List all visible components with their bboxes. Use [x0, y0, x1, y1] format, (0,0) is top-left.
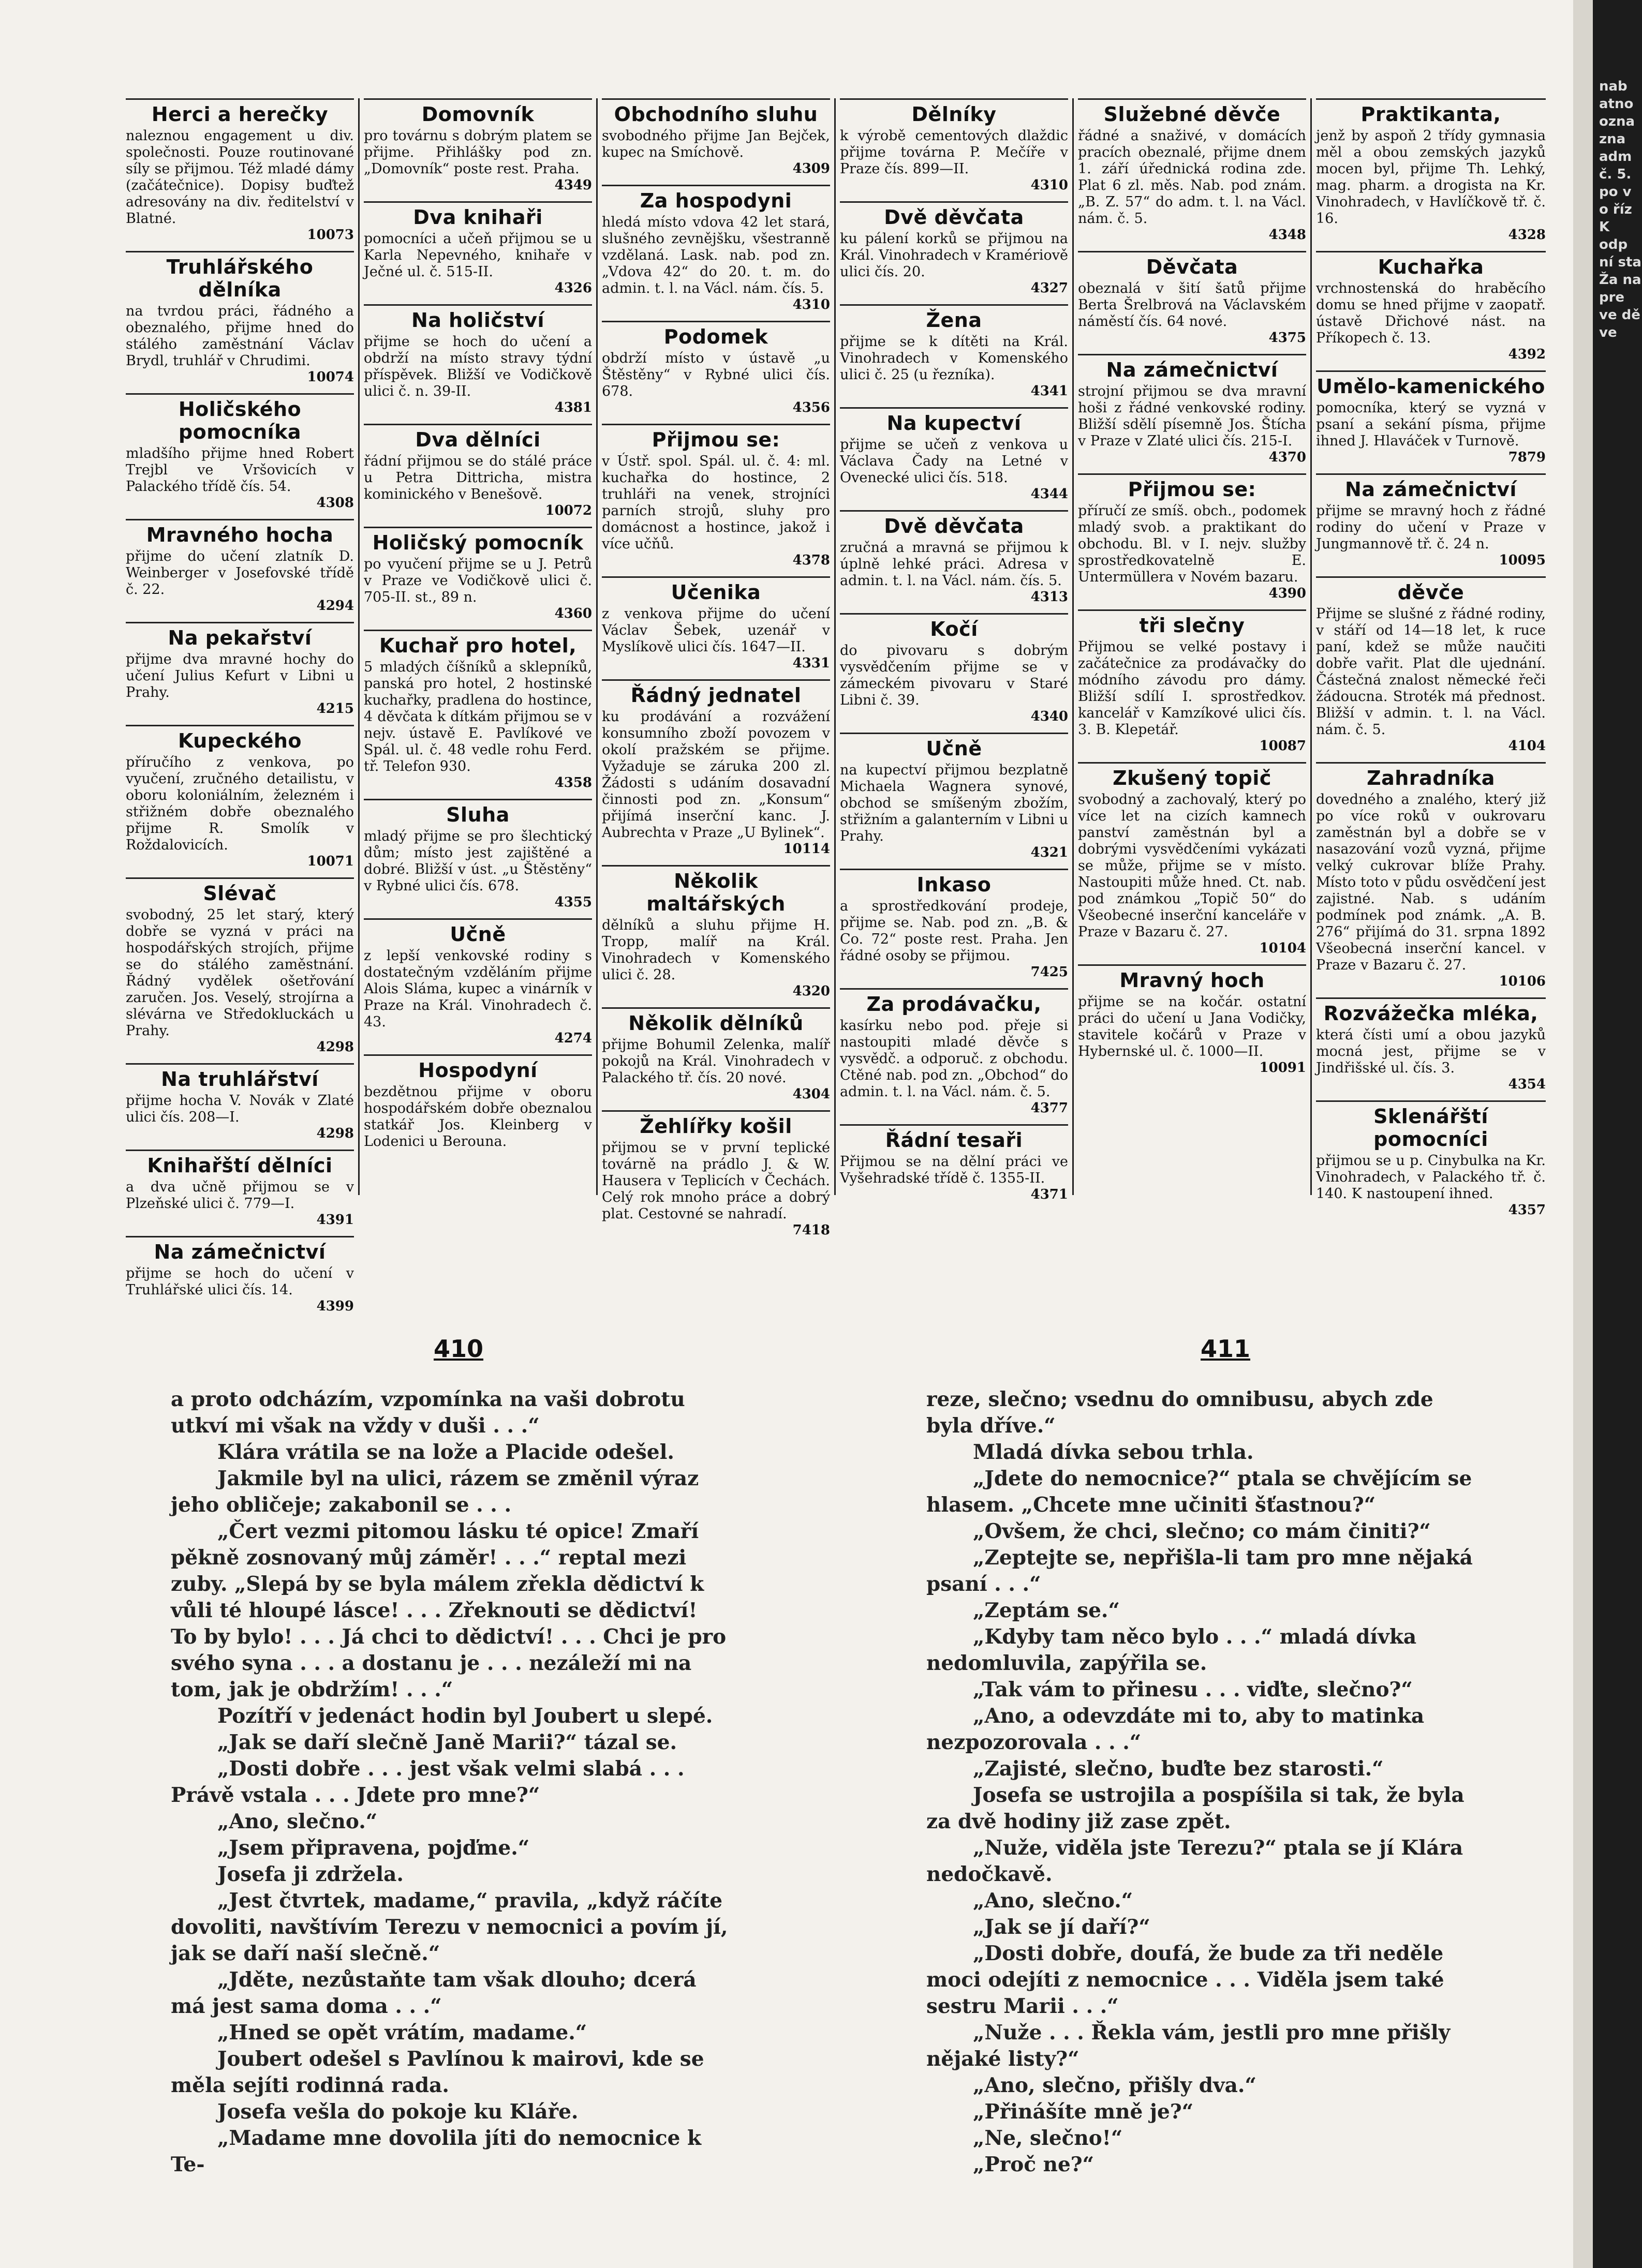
classified-ad — [364, 527, 592, 621]
ad-text: svobodného přijme Jan Bejček, kupec na Smíchově. — [602, 128, 830, 160]
ad-heading: Obchodního sluhu — [602, 98, 830, 126]
ad-text: svobodný a zachovalý, který po více let na cizích kamnech panství zaměstnán byl a dobrými vysvědčeními vykázati se může, přijme se v místo. Nastoupiti může hned. Ct. nab. pod známkou „Topič 50“ do Všeobecné inserční kanceláře v Praze v Bazaru č. 27. — [1078, 792, 1306, 940]
ad-number: 4392 — [1508, 347, 1546, 362]
ad-heading: Podomek — [602, 321, 830, 348]
ad-heading: Inkaso — [840, 869, 1068, 896]
ad-number: 4377 — [1030, 1100, 1068, 1116]
ad-number: 10095 — [1499, 553, 1546, 568]
ad-heading: Za hospodyni — [602, 185, 830, 212]
ad-number: 10106 — [1499, 974, 1546, 989]
ad-number: 4349 — [554, 177, 592, 193]
ad-heading: Dělníky — [840, 98, 1068, 126]
ad-text: přijme do učení zlatník D. Weinberger v Josefovské třídě č. 22. — [126, 548, 354, 598]
classified-ad — [840, 304, 1068, 399]
classified-ad — [126, 1236, 354, 1314]
story-paragraph: „Hned se opět vrátím, madame.“ — [217, 2021, 587, 2045]
classified-ad — [840, 988, 1068, 1116]
ad-heading: Na zámečnictví — [1316, 473, 1546, 501]
story-paragraph: „Zeptejte se, nepřišla-li tam pro mne nějaká psaní . . .“ — [926, 1546, 1473, 1596]
story-paragraph: „Ano, slečno.“ — [217, 1810, 378, 1833]
ad-text: přijme se učeň z venkova u Václava Čady na Letné v Ovenecké ulici čís. 518. — [840, 437, 1068, 486]
ad-heading: Kupeckého — [126, 725, 354, 752]
classified-ads — [122, 98, 1555, 1314]
ad-number: 10087 — [1259, 738, 1306, 754]
ad-number: 4358 — [554, 775, 592, 790]
story-paragraph: „Nuže . . . Řekla vám, jestli pro mne přišly nějaké listy?“ — [926, 2021, 1451, 2071]
ad-text: pro továrnu s dobrým platem se přijme. Přihlášky pod zn. „Domovník“ poste rest. Praha. — [364, 128, 592, 177]
ad-text: obdrží místo v ústavě „u Štěstěny“ v Rybné ulici čís. 678. — [602, 350, 830, 399]
ad-heading: Přijmou se: — [1078, 473, 1306, 501]
classified-ad — [840, 510, 1068, 605]
classified-ad — [364, 630, 592, 790]
ad-heading: Několik dělníků — [602, 1007, 830, 1035]
ad-text: pomocníci a učeň přijmou se u Karla Nepevného, knihaře v Ječné ul. č. 515-II. — [364, 231, 592, 280]
ad-number: 4381 — [554, 400, 592, 415]
ad-text: přijmou se v první teplické továrně na prádlo J. & W. Hausera v Teplicích v Čechách. Celý rok mnoho práce a dobrý plat. Cestovné se nahradí. — [602, 1140, 830, 1222]
classified-ad — [126, 98, 354, 243]
ad-column-4 — [836, 98, 1074, 1202]
ad-number: 10073 — [307, 227, 354, 243]
ad-text: svobodný, 25 let starý, který dobře se vyzná v práci na hospodářských strojích, přijme se do stálého zaměstnání. Řádný vydělek ošetřování zaručen. Jos. Veselý, strojírna a slévárna ve Středokluckách u Prahy. — [126, 907, 354, 1039]
ad-heading: Zahradníka — [1316, 762, 1546, 789]
ad-text: přijmou se u p. Cinybulka na Kr. Vinohradech, v Palackého tř. č. 140. K nastoupení ihned. — [1316, 1153, 1546, 1202]
ad-heading: Na pekařství — [126, 622, 354, 649]
ad-number: 4344 — [1030, 486, 1068, 502]
ad-number: 4357 — [1508, 1202, 1546, 1218]
ad-column-6 — [1312, 98, 1550, 1218]
classified-ad — [1078, 473, 1306, 601]
ad-heading: Holičský pomocník — [364, 527, 592, 554]
story-paragraph: „Jak se jí daří?“ — [973, 1915, 1150, 1939]
ad-heading: Dvě děvčata — [840, 510, 1068, 538]
story-paragraph: „Jsem připravena, pojďme.“ — [217, 1836, 530, 1860]
ad-heading: Zkušený topič — [1078, 762, 1306, 789]
ad-number: 7418 — [792, 1222, 830, 1238]
ad-heading: Truhlářského dělníka — [126, 251, 354, 301]
ad-heading: Děvčata — [1078, 251, 1306, 278]
ad-number: 4215 — [316, 701, 354, 717]
ad-number: 4274 — [554, 1031, 592, 1046]
ad-column-2 — [360, 98, 598, 1195]
classified-ad — [1078, 354, 1306, 465]
ad-number: 4360 — [554, 606, 592, 621]
ad-text: příručí ze smíš. obch., podomek mladý svob. a praktikant do obchodu. Bl. v I. nejv. služby sprostředkovatelně E. Untermüllera v Novém bazaru. — [1078, 503, 1306, 585]
story-paragraph: Jakmile byl na ulici, rázem se změnil výraz jeho obličeje; zakabonil se . . . — [171, 1467, 699, 1517]
ad-heading: děvče — [1316, 576, 1546, 604]
ad-number: 4375 — [1268, 330, 1306, 346]
ad-number: 10091 — [1259, 1060, 1306, 1076]
ad-number: 4391 — [316, 1212, 354, 1228]
classified-ad — [364, 424, 592, 518]
classified-ad — [602, 679, 830, 857]
classified-ad — [364, 201, 592, 296]
ad-number: 4399 — [316, 1299, 354, 1314]
story-paragraph: Josefa ji zdržela. — [217, 1862, 404, 1886]
ad-heading: Praktikanta, — [1316, 98, 1546, 126]
classified-ad — [602, 185, 830, 312]
ad-heading: Přijmou se: — [602, 424, 830, 451]
story-paragraph: „Zajisté, slečno, buďte bez starosti.“ — [973, 1757, 1384, 1781]
ad-text: přijme se hoch do učení v Truhlářské ulici čís. 14. — [126, 1265, 354, 1298]
ad-heading: Na zámečnictví — [126, 1236, 354, 1263]
ad-text: mladý přijme se pro šlechtický dům; místo jest zajištěné a dobré. Bližší v úst. „u Štěstěny“ v Rybné ulici čís. 678. — [364, 828, 592, 894]
classified-ad — [840, 98, 1068, 193]
ad-number: 4310 — [1030, 177, 1068, 193]
ad-number: 4355 — [554, 894, 592, 910]
ad-number: 4298 — [316, 1126, 354, 1141]
story-paragraph: „Ovšem, že chci, slečno; co mám činiti?“ — [973, 1519, 1431, 1543]
ad-text: řádné a snaživé, v domácích pracích obeznalé, přijme dnem 1. září úřednická rodina zde. Plat 6 zl. měs. Nab. pod znám. „B. Z. 57“ do adm. t. l. na Václ. nám. č. 5. — [1078, 128, 1306, 227]
ad-text: naleznou engagement u div. společnosti. Pouze routinované síly se přijmou. Též mladé dámy (začátečnice). Dopisy buďtež adresovány na div. ředitelství v Blatné. — [126, 128, 354, 227]
ad-heading: Kuchař pro hotel, — [364, 630, 592, 657]
ad-column-3 — [598, 98, 836, 1238]
ad-heading: Žena — [840, 304, 1068, 332]
story-paragraph: Mladá dívka sebou trhla. — [973, 1440, 1254, 1464]
ad-number: 4320 — [792, 983, 830, 999]
ad-number: 4321 — [1030, 845, 1068, 860]
classified-ad — [126, 251, 354, 385]
ad-heading: Na truhlářství — [126, 1063, 354, 1091]
classified-ad — [1316, 98, 1546, 243]
ad-text: na tvrdou práci, řádného a obeznalého, přijme hned do stálého zaměstnání Václav Brydl, truhlář v Chrudimi. — [126, 303, 354, 369]
ad-heading: Řádní tesaři — [840, 1124, 1068, 1152]
ad-text: v Ústř. spol. Spál. ul. č. 4: ml. kuchařka do hostince, 2 truhláři na venek, strojníci parních strojů, sluhy pro domácnost a hostince, jakož i více učňů. — [602, 453, 830, 552]
classified-ad — [602, 1007, 830, 1102]
ad-text: ku pálení korků se přijmou na Král. Vinohradech v Kramériově ulici čís. 20. — [840, 231, 1068, 280]
ad-number: 4104 — [1508, 738, 1546, 754]
ad-text: po vyučení přijme se u J. Petrů v Praze ve Vodičkově ulici č. 705-II. st., 89 n. — [364, 556, 592, 605]
classified-ad — [126, 519, 354, 614]
classified-ad — [1316, 997, 1546, 1092]
story-paragraph: „Ano, a odevzdáte mi to, aby to matinka nezpozorovala . . .“ — [926, 1704, 1425, 1754]
ad-text: zručná a mravná se přijmou k úplně lehké práci. Adresa v admin. t. l. na Václ. nám. čís. 5. — [840, 540, 1068, 589]
ad-heading: Slévač — [126, 877, 354, 905]
ad-text: z venkova přijme do učení Václav Šebek, uzenář v Myslíkově ulici čís. 1647—II. — [602, 606, 830, 655]
story-paragraph: „Kdyby tam něco bylo . . .“ mladá dívka nedomluvila, zapýřila se. — [926, 1625, 1417, 1675]
classified-ad — [364, 799, 592, 910]
ad-text: k výrobě cementových dlaždic přijme továrna P. Mečíře v Praze čís. 899—II. — [840, 128, 1068, 177]
classified-ad — [840, 733, 1068, 860]
page-number-right: 411 — [1201, 1335, 1251, 1363]
ad-text: do pivovaru s dobrým vysvědčením přijme se v zámeckém pivovaru v Staré Libni č. 39. — [840, 643, 1068, 708]
ad-number: 4327 — [1030, 280, 1068, 296]
story-paragraph: „Tak vám to přinesu . . . viďte, slečno?“ — [973, 1678, 1413, 1702]
classified-ad — [1316, 576, 1546, 754]
ad-text: řádní přijmou se do stálé práce u Petra Dittricha, mistra kominického v Benešově. — [364, 453, 592, 502]
classified-ad — [840, 613, 1068, 724]
ad-number: 4341 — [1030, 383, 1068, 399]
ad-heading: Na kupectví — [840, 407, 1068, 435]
ad-number: 4308 — [316, 495, 354, 511]
story-paragraph: Joubert odešel s Pavlínou k mairovi, kde se měla sejíti rodinná rada. — [171, 2047, 704, 2097]
ad-heading: Na zámečnictví — [1078, 354, 1306, 381]
ad-heading: Knihařští dělníci — [126, 1150, 354, 1177]
ad-text: Přijmou se na dělní práci ve Vyšehradské třídě č. 1355-II. — [840, 1154, 1068, 1186]
story-paragraph: reze, slečno; vsednu do omnibusu, abych zde byla dříve.“ — [926, 1387, 1433, 1438]
ad-heading: tři slečny — [1078, 609, 1306, 637]
classified-ad — [1316, 1100, 1546, 1218]
story-paragraph: Josefa vešla do pokoje ku Kláře. — [217, 2100, 579, 2124]
ad-text: a dva učně přijmou se v Plzeňské ulici č. 779—I. — [126, 1179, 354, 1212]
ad-text: přijme se mravný hoch z řádné rodiny do učení v Praze v Jungmannově tř. č. 24 n. — [1316, 503, 1546, 552]
ad-number: 4378 — [792, 553, 830, 568]
ad-column-5 — [1074, 98, 1312, 1195]
ad-number: 4309 — [792, 161, 830, 176]
ad-number: 10074 — [307, 369, 354, 385]
ad-text: Přijme se slušné z řádné rodiny, v stáří od 14—18 let, k ruce paní, kdež se může naučiti dobře vařit. Plat dle ujednání. Částečná znalost německé řeči žádoucna. Stroték má přednost. Bližší v admin. t. l. na Václ. nám. č. 5. — [1316, 606, 1546, 738]
story-column-right — [926, 1386, 1485, 2178]
ad-text: vrchnostenská do hraběcího domu se hned přijme v zaopatř. ústavě Dřichové nást. na Příkopech č. 13. — [1316, 280, 1546, 346]
ad-text: ku prodávání a rozvážení konsumního zboží povozem v okolí pražském se přijme. Vyžaduje se záruka 200 zl. Žádosti s udáním dosavadní činnosti pod zn. „Konsum“ přijímá inserční kanc. J. Aubrechta v Praze „U Bylinek“. — [602, 709, 830, 841]
ad-column-1 — [122, 98, 360, 1314]
classified-ad — [126, 1150, 354, 1228]
classified-ad — [602, 321, 830, 415]
story-paragraph: „Zeptám se.“ — [973, 1599, 1120, 1622]
ad-number: 4340 — [1030, 709, 1068, 724]
story-paragraph: „Ano, slečno.“ — [973, 1889, 1133, 1913]
ad-text: Přijmou se velké postavy i začátečnice za prodávačky do módního závodu pro dámy. Bližší sdílí I. sprostředkov. kancelář v Kamzíkové ulici čís. 3. B. Klepetář. — [1078, 639, 1306, 738]
ad-heading: Dvě děvčata — [840, 201, 1068, 229]
classified-ad — [602, 865, 830, 999]
ad-heading: Služebné děvče — [1078, 98, 1306, 126]
story-paragraph: „Přinášíte mně je?“ — [973, 2100, 1194, 2124]
ad-heading: Učně — [840, 733, 1068, 760]
classified-ad — [840, 1124, 1068, 1202]
ad-text: dovedného a znalého, který již po více roků v oukrovaru zaměstnán byl a dobře se v nasazování vozů vyzná, přijme velký cukrovar blíže Prahy. Místo toto v půdu osvědčení jest zajistné. Nab. s udáním podmínek pod známk. „A. B. 276“ přijímá do 31. srpna 1892 Všeobecná inserční kancel. v Praze v Bazaru č. 27. — [1316, 792, 1546, 973]
ad-heading: Holičského pomocníka — [126, 393, 354, 443]
ad-text: na kupectví přijmou bezplatně Michaela Wagnera synové, obchod se smíšeným zbožím, střižním a galanterním v Libni u Prahy. — [840, 762, 1068, 844]
ad-heading: Rozvážečka mléka, — [1316, 997, 1546, 1025]
ad-number: 4328 — [1508, 227, 1546, 243]
classified-ad — [840, 201, 1068, 296]
ad-heading: Učenika — [602, 576, 830, 604]
story-paragraph: „Jděte, nezůstaňte tam však dlouho; dcerá má jest sama doma . . .“ — [171, 1968, 697, 2018]
adjacent-page-text: nab atno ozna zna adm č. 5. po v o říz K odp ní sta Ža na pre ve dě ve — [1599, 79, 1641, 340]
ad-text: přijme se k dítěti na Král. Vinohradech v Komenského ulici č. 25 (u řezníka). — [840, 334, 1068, 383]
classified-ad — [364, 98, 592, 193]
story-paragraph: „Dosti dobře . . . jest však velmi slabá . . . Právě vstala . . . Jdete pro mne?“ — [171, 1757, 685, 1807]
ad-number: 4294 — [316, 598, 354, 614]
ad-heading: Sluha — [364, 799, 592, 826]
ad-number: 10072 — [545, 503, 592, 518]
classified-ad — [126, 622, 354, 717]
classified-ad — [126, 877, 354, 1055]
ad-heading: Žehlířky košil — [602, 1110, 830, 1138]
classified-ad — [602, 1110, 830, 1238]
story-paragraph: „Ano, slečno, přišly dva.“ — [973, 2073, 1256, 2097]
ad-text: přijme se na kočár. ostatní práci do učení u Jana Vodičky, stavitele kočárů v Praze v Hybernské ul. č. 1000—II. — [1078, 994, 1306, 1060]
story-paragraph: a proto odcházím, vzpomínka na vaši dobrotu utkví mi však na vždy v duši . . .“ — [171, 1387, 685, 1438]
ad-text: obeznalá v šití šatů přijme Berta Šrelbrová na Václavském náměstí čís. 64 nové. — [1078, 280, 1306, 330]
classified-ad — [364, 1054, 592, 1150]
classified-ad — [1078, 964, 1306, 1076]
classified-ad — [1078, 98, 1306, 243]
ad-heading: Sklenářští pomocníci — [1316, 1100, 1546, 1151]
story-paragraph: „Jak se daří slečně Janě Marii?“ tázal se. — [217, 1730, 677, 1754]
ad-text: z lepší venkovské rodiny s dostatečným vzděláním přijme Alois Sláma, kupec a vinárník v Praze na Král. Vinohradech č. 43. — [364, 948, 592, 1030]
ad-number: 10114 — [783, 841, 830, 857]
ad-heading: Domovník — [364, 98, 592, 126]
ad-number: 4370 — [1268, 450, 1306, 465]
ad-number: 4310 — [792, 297, 830, 312]
story-paragraph: „Ne, slečno!“ — [973, 2126, 1123, 2150]
story-paragraph: „Jdete do nemocnice?“ ptala se chvějícím se hlasem. „Chcete mne učiniti šťastnou?“ — [926, 1467, 1472, 1517]
story-paragraph: „Nuže, viděla jste Terezu?“ ptala se jí Klára nedočkavě. — [926, 1836, 1463, 1886]
ad-heading: Kočí — [840, 613, 1068, 640]
ad-heading: Herci a herečky — [126, 98, 354, 126]
ad-heading: Na holičství — [364, 304, 592, 332]
ad-text: která čísti umí a obou jazyků mocná jest, přijme se v Jindřišské ul. čís. 3. — [1316, 1027, 1546, 1076]
ad-number: 4313 — [1030, 589, 1068, 605]
ad-number: 4298 — [316, 1039, 354, 1055]
classified-ad — [840, 869, 1068, 980]
ad-text: bezdětnou přijme v oboru hospodářském dobře obeznalou statkář Jos. Kleinberg v Lodenici u Berouna. — [364, 1084, 592, 1150]
ad-heading: Mravný hoch — [1078, 964, 1306, 992]
classified-ad — [1316, 370, 1546, 465]
ad-number: 4356 — [792, 400, 830, 415]
ad-number: 4390 — [1268, 586, 1306, 601]
ad-text: příručího z venkova, po vyučení, zručného detailistu, v oboru koloniálním, železném i střižném dobře obeznalého přijme R. Smolík v Roždalovicích. — [126, 754, 354, 853]
ad-text: pomocníka, který se vyzná v psaní a sekání písma, přijme ihned J. Hlaváček v Turnově. — [1316, 400, 1546, 449]
ad-number: 4331 — [792, 655, 830, 671]
classified-ad — [840, 407, 1068, 502]
ad-text: 5 mladých číšníků a sklepníků, panská pro hotel, 2 hostinské kuchařky, pradlena do hostince, 4 děvčata k dítkám přijmou se v nejv. ústavě E. Pavlíkové ve Spál. ul. č. 48 vedle rohu Ferd. tř. Telefon 930. — [364, 659, 592, 774]
story-paragraph: Pozítří v jedenáct hodin byl Joubert u slepé. — [217, 1704, 713, 1728]
ad-text: strojní přijmou se dva mravní hoši z řádné venkovské rodiny. Bližší sdělí písemně Jos. Štícha v Praze v Zlaté ulici čís. 215-I. — [1078, 383, 1306, 449]
classified-ad — [1316, 473, 1546, 568]
ad-number: 4371 — [1030, 1187, 1068, 1202]
ad-heading: Dva dělníci — [364, 424, 592, 451]
ad-number: 4326 — [554, 280, 592, 296]
ad-heading: Hospodyní — [364, 1054, 592, 1082]
ad-heading: Mravného hocha — [126, 519, 354, 546]
classified-ad — [126, 393, 354, 511]
ad-text: přijme Bohumil Zelenka, malíř pokojů na Král. Vinohradech v Palackého tř. čís. 20 nové. — [602, 1037, 830, 1086]
classified-ad — [126, 1063, 354, 1141]
ad-text: přijme se hoch do učení a obdrží na místo stravy týdní příspěvek. Bližší ve Vodičkově ulici č. n. 39-II. — [364, 334, 592, 399]
story-paragraph: „Dosti dobře, doufá, že bude za tři neděle moci odejíti z nemocnice . . . Viděla jsem také sestru Marii . . .“ — [926, 1942, 1444, 2018]
ad-number: 4304 — [792, 1086, 830, 1102]
story-paragraph: „Čert vezmi pitomou lásku té opice! Zmaří pěkně zosnovaný můj záměr! . . .“ reptal mezi zuby. „Slepá by se byla málem zřekla dědictví k vůli té hloupé lásce! . . . Zřeknouti se dědictví! To by bylo! . . . Já chci to dědictví! . . . Chci je pro svého syna . . . a dostanu je . . . nezáleží mi na tom, jak je obdržím! . . .“ — [171, 1519, 727, 1702]
classified-ad — [602, 98, 830, 176]
ad-heading: Učně — [364, 918, 592, 946]
ad-text: hledá místo vdova 42 let stará, slušného zevnějšku, všestranně vzdělaná. Lask. nab. pod zn. „Vdova 42“ do 20. t. m. do admin. t. l. na Václ. nám. čís. 5. — [602, 214, 830, 296]
classified-ad — [602, 576, 830, 671]
classified-ad — [364, 918, 592, 1046]
ad-heading: Za prodávačku, — [840, 988, 1068, 1016]
ad-text: mladšího přijme hned Robert Trejbl ve Vršovicích v Palackého třídě čís. 54. — [126, 445, 354, 495]
classified-ad — [1078, 762, 1306, 956]
page-number-left: 410 — [434, 1335, 484, 1363]
story-paragraph: „Proč ne?“ — [973, 2153, 1094, 2176]
story-column-left — [171, 1386, 730, 2178]
classified-ad — [1078, 251, 1306, 346]
ad-number: 10071 — [307, 854, 354, 869]
ad-number: 7879 — [1508, 450, 1546, 465]
classified-ad — [1316, 762, 1546, 989]
ad-number: 10104 — [1259, 941, 1306, 956]
ad-heading: Umělo-kamenického — [1316, 370, 1546, 398]
classified-ad — [1078, 609, 1306, 754]
ad-text: dělníků a sluhu přijme H. Tropp, malíř na Král. Vinohradech v Komenského ulici č. 28. — [602, 917, 830, 983]
ad-heading: Kuchařka — [1316, 251, 1546, 278]
ad-number: 4354 — [1508, 1077, 1546, 1092]
ad-text: přijme dva mravné hochy do učení Julius Kefurt v Libni u Prahy. — [126, 651, 354, 700]
ad-text: a sprostředkování prodeje, přijme se. Nab. pod zn. „B. & Co. 72“ poste rest. Praha. Jen řádné osoby se přijmou. — [840, 898, 1068, 964]
story-paragraph: Josefa se ustrojila a pospíšila si tak, že byla za dvě hodiny již zase zpět. — [926, 1783, 1465, 1833]
ad-number: 7425 — [1030, 964, 1068, 980]
ad-heading: Řádný jednatel — [602, 679, 830, 707]
story-paragraph: „Jest čtvrtek, madame,“ pravila, „když ráčíte dovoliti, navštívím Terezu v nemocnici a povím jí, jak se daří naší slečně.“ — [171, 1889, 728, 1965]
story-paragraph: Klára vrátila se na lože a Placide odešel. — [217, 1440, 675, 1464]
classified-ad — [1316, 251, 1546, 362]
ad-text: přijme hocha V. Novák v Zlaté ulici čís. 208—I. — [126, 1093, 354, 1125]
ad-number: 4348 — [1268, 227, 1306, 243]
ad-heading: Několik maltářských — [602, 865, 830, 915]
ad-heading: Dva knihaři — [364, 201, 592, 229]
classified-ad — [364, 304, 592, 415]
ad-text: kasírku nebo pod. přeje si nastoupiti mladé děvče s vysvědč. a odporuč. z obchodu. Ctěné nab. pod zn. „Obchod“ do admin. t. l. na Václ. nám. č. 5. — [840, 1018, 1068, 1100]
classified-ad — [126, 725, 354, 869]
ad-text: jenž by aspoň 2 třídy gymnasia měl a obou zemských jazyků mocen byl, přijme Th. Lehký, mag. pharm. a drogista na Kr. Vinohradech, v Havlíčkově tř. č. 16. — [1316, 128, 1546, 227]
classified-ad — [602, 424, 830, 568]
story-paragraph: „Madame mne dovolila jíti do nemocnice k Te- — [171, 2126, 702, 2176]
